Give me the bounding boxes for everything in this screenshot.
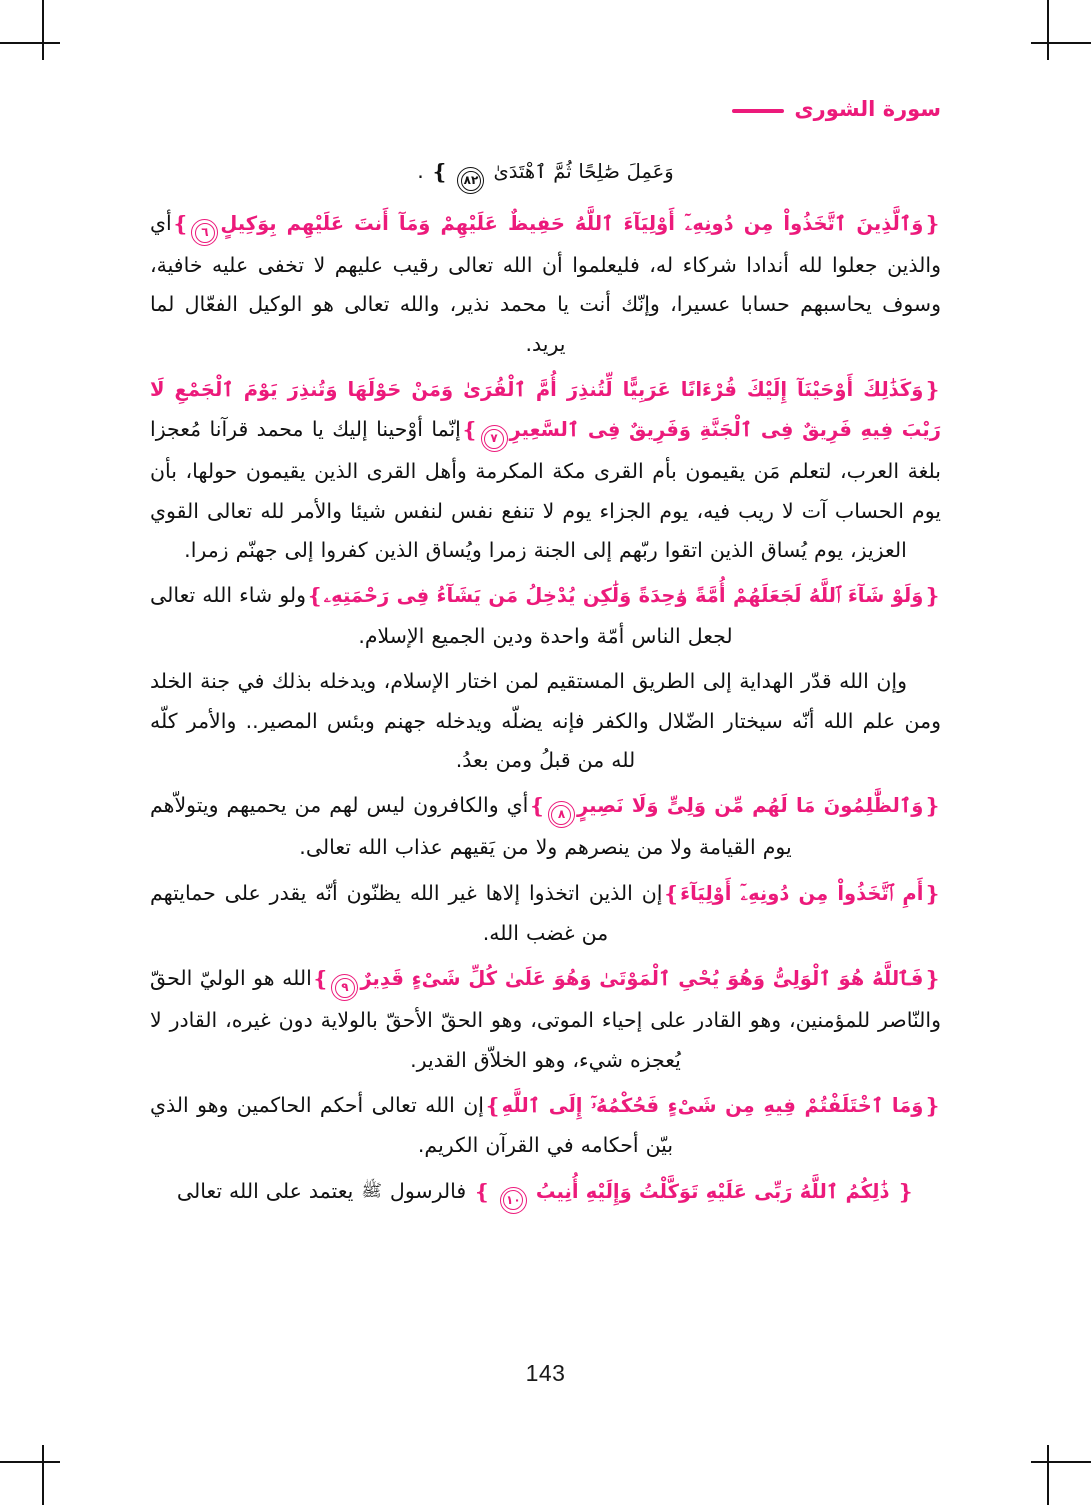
commentary-text-suffix: يعتمد على الله تعالى	[176, 1178, 354, 1203]
crop-mark-bottom-left-horizontal	[0, 1461, 60, 1463]
tafsir-block	[150, 874, 941, 954]
ayah-bracket-close-icon: ❵	[430, 160, 449, 184]
commentary-text: وإن الله قدّر الهداية إلى الطريق المستقيم لمن اختار الإسلام، ويدخله بذلك في جنة الخلد ومن علم الله أنّه سيختار الضّلال والكفر فإنه يضلّه ويدخله جهنم وبئس المصير.. والأمر كلّه لله من قبلُ ومن بعدُ.	[150, 669, 941, 772]
commentary-text: إنّما أوْحينا إليك يا محمد قرآنا مُعجزا بلغة العرب، لتعلم مَن يقيمون بأم القرى مكة المكرمة وأهل القرى الذين يقيمون حولها، بأن يوم الحساب آت لا ريب فيه، يوم الجزاء يوم لا تنفع نفس لنفس شيئا والأمر لله تعالى القوي العزيز، يوم يُساق الذين اتقوا ربّهم إلى الجنة زمرا ويُساق الذين كفروا إلى جهنّم زمرا.	[150, 417, 941, 563]
ayah-number-value: ٨٢	[463, 173, 479, 187]
commentary-text: أي والذين جعلوا لله أندادا شركاء له، فليعلموا أن الله تعالى رقيب عليهم لا تخفى عليه خافية، وسوف يحاسبهم حسابا عسيرا، وإنّك أنت يا محمد نذير، والله تعالى هو الوكيل الفعّال لما يريد.	[150, 211, 941, 356]
tafsir-block	[150, 576, 941, 656]
tafsir-block	[150, 662, 941, 780]
ayah-bracket-close-icon: ❵	[306, 584, 324, 609]
running-head-rule-icon	[732, 109, 784, 113]
ayah-bracket-close-icon: ❵	[171, 212, 190, 236]
quran-text: وَكَذَٰلِكَ أَوْحَيْنَآ إِلَيْكَ قُرْءَانًا عَرَبِيًّا لِّتُنذِرَ أُمَّ ٱلْقُرَىٰ وَمَنْ حَوْلَهَا وَتُنذِرَ يَوْمَ ٱلْجَمْعِ لَا رَيْبَ فِيهِ فَرِيقٌ فِى ٱلْجَنَّةِ وَفَرِيقٌ فِى ٱلسَّعِيرِ	[150, 378, 941, 442]
quran-continuation-trailing: .	[417, 159, 424, 183]
commentary-text-prefix: فالرسول	[389, 1178, 467, 1203]
ayah-bracket-open-icon: ❴	[923, 881, 941, 906]
crop-mark-bottom-left-vertical	[42, 1445, 44, 1505]
ayah-number-medallion	[500, 1187, 527, 1214]
ayah-number-value: ١٠	[506, 1192, 521, 1207]
quran-text: أَمِ ٱتَّخَذُواْ مِن دُونِهِۦٓ أَوْلِيَآءَ	[680, 881, 924, 905]
ayah-bracket-open-icon: ❴	[923, 1093, 941, 1118]
quran-continuation-line	[150, 152, 941, 194]
tafsir-block	[150, 204, 941, 364]
ayah-bracket-close-icon: ❵	[528, 794, 546, 819]
tafsir-block-final	[150, 1172, 941, 1214]
crop-mark-bottom-right-horizontal	[1031, 1461, 1091, 1463]
ayah-number-medallion	[548, 801, 575, 828]
commentary-text: ولو شاء الله تعالى لجعل الناس أمّة واحدة ودين الجميع الإسلام.	[150, 583, 733, 648]
quran-text: وَمَا ٱخْتَلَفْتُمْ فِيهِ مِن شَىْءٍ فَحُكْمُهُۥٓ إِلَى ٱللَّهِ	[501, 1093, 924, 1117]
ayah-bracket-close-icon: ❵	[473, 1179, 491, 1204]
ayah-number-value: ٩	[341, 980, 349, 995]
ayah-bracket-close-icon: ❵	[311, 967, 330, 992]
ayah-number-value: ٦	[201, 225, 209, 239]
commentary-text: الله هو الوليّ الحقّ والنّاصر للمؤمنين، وهو القادر على إحياء الموتى، وهو الحقّ الأحقّ بالولاية دون غيره، القادر لا يُعجزه شيء، وهو الخلاّق القدير.	[150, 966, 941, 1072]
page-number: 143	[525, 1360, 566, 1386]
ayah-bracket-open-icon: ❴	[923, 212, 941, 236]
ayah-number-value: ٧	[490, 431, 498, 446]
quran-text: وَٱلظَّٰلِمُونَ مَا لَهُم مِّن وَلِىٍّ وَلَا نَصِيرٍ	[576, 794, 924, 818]
ayah-bracket-open-icon: ❴	[923, 584, 941, 609]
quran-text: فَٱللَّهُ هُوَ ٱلْوَلِىُّ وَهُوَ يُحْىِ ٱلْمَوْتَىٰ وَهُوَ عَلَىٰ كُلِّ شَىْءٍ قَدِيرٌ	[360, 967, 924, 991]
ayah-bracket-open-icon: ❴	[923, 794, 941, 819]
commentary-text: إن الذين اتخذوا إلاها غير الله يظنّون أنّه يقدر على حمايتهم من غضب الله.	[150, 880, 663, 945]
running-head-surah-title: سورة الشورى	[794, 97, 941, 121]
ayah-bracket-open-icon: ❴	[923, 967, 941, 992]
salawat-honorific-icon: ﷺ	[361, 1180, 382, 1201]
crop-mark-bottom-right-vertical	[1047, 1445, 1049, 1505]
ayah-number-value: ٨	[557, 807, 566, 822]
ayah-number-medallion	[481, 425, 508, 452]
quran-text-verse-10: ذَٰلِكُمُ ٱللَّهُ رَبِّى عَلَيْهِ تَوَكَّلْتُ وَإِلَيْهِ أُنِيبُ	[535, 1179, 890, 1203]
tafsir-block	[150, 786, 941, 867]
ayah-bracket-close-icon: ❵	[662, 881, 681, 906]
crop-mark-top-left-vertical	[42, 0, 44, 60]
ayah-number-medallion	[191, 219, 218, 246]
ayah-number-medallion	[331, 974, 358, 1001]
ayah-number-medallion	[457, 167, 484, 194]
quran-text-continuation: وَعَمِلَ صَٰلِحًا ثُمَّ ٱهْتَدَىٰ	[493, 160, 674, 183]
tafsir-blocks	[150, 204, 941, 1166]
ayah-bracket-close-icon: ❵	[483, 1093, 502, 1118]
commentary-text: إن الله تعالى أحكم الحاكمين وهو الذي بيّن أحكامه في القرآن الكريم.	[150, 1092, 674, 1158]
ayah-bracket-open-icon: ❴	[923, 378, 941, 403]
running-head	[150, 92, 941, 126]
tafsir-block	[150, 959, 941, 1080]
crop-mark-top-right-vertical	[1047, 0, 1049, 60]
ayah-bracket-close-icon: ❵	[460, 418, 479, 443]
commentary-text: أي والكافرون ليس لهم من يحميهم ويتولاّهم يوم القيامة ولا من ينصرهم ولا من يَقيهم عذاب الله تعالى.	[150, 793, 792, 860]
quran-text: وَٱلَّذِينَ ٱتَّخَذُواْ مِن دُونِهِۦٓ أَوْلِيَآءَ ٱللَّهُ حَفِيظٌ عَلَيْهِمْ وَمَآ أَنتَ عَلَيْهِم بِوَكِيلٍ	[220, 212, 924, 235]
page-content	[150, 92, 941, 1395]
crop-mark-top-right-horizontal	[1031, 42, 1091, 44]
ayah-bracket-open-icon: ❴	[896, 1179, 915, 1204]
crop-mark-top-left-horizontal	[0, 42, 60, 44]
quran-text: وَلَوْ شَآءَ ٱللَّهُ لَجَعَلَهُمْ أُمَّةً وَٰحِدَةً وَلَٰكِن يُدْخِلُ مَن يَشَآءُ فِى رَحْمَتِهِۦ	[323, 584, 924, 608]
tafsir-block	[150, 1086, 941, 1166]
tafsir-block	[150, 370, 941, 570]
